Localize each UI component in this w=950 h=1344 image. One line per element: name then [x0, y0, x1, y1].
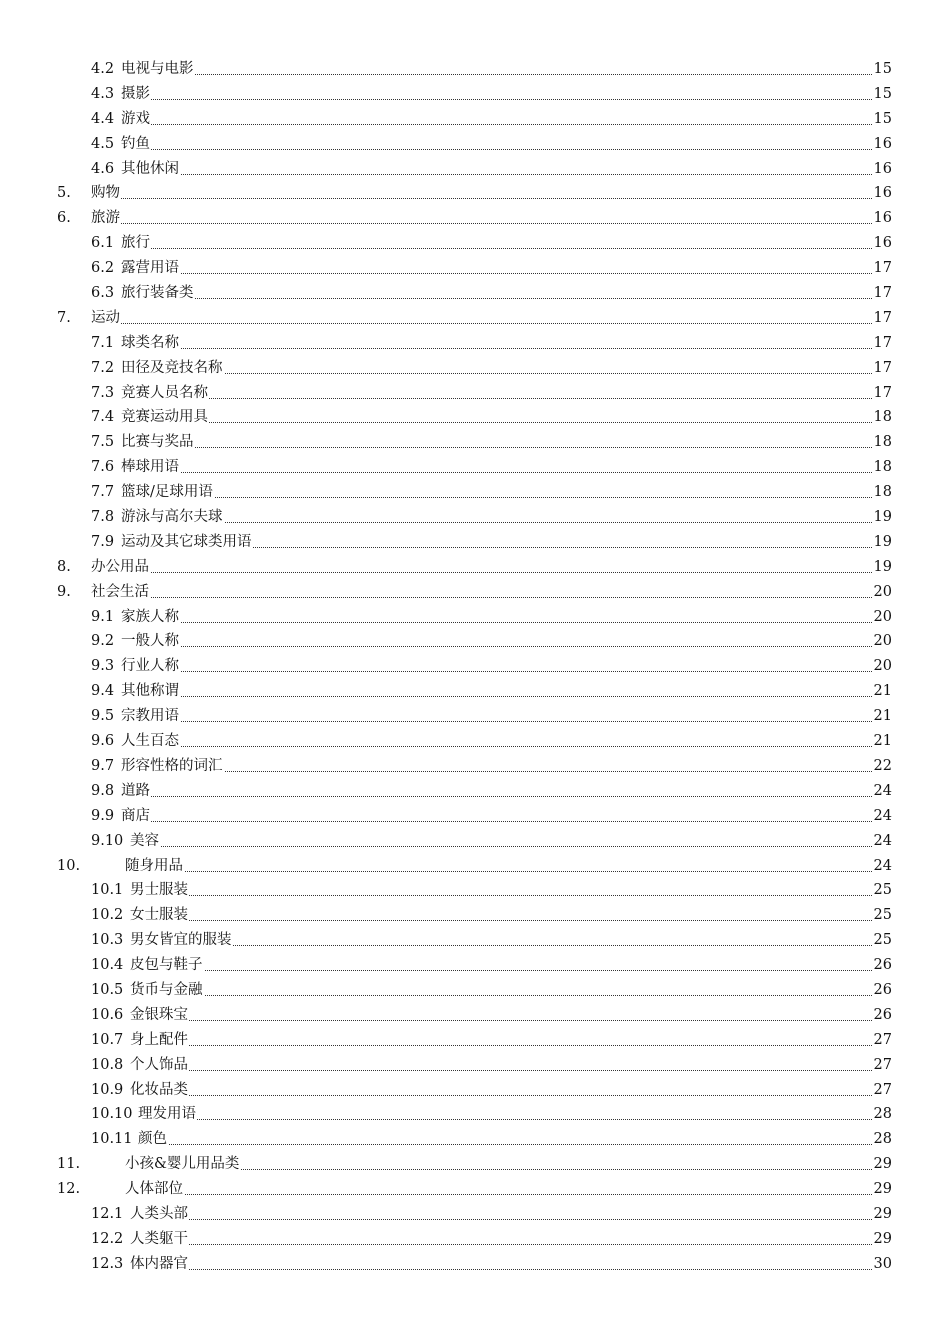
toc-entry-number: 7.1 [91, 334, 115, 351]
toc-entry-number: 7.6 [91, 459, 115, 476]
toc-entry-title: 颜色 [138, 1127, 168, 1152]
toc-entry-number: 4.4 [91, 110, 115, 127]
toc-entry-page: 16 [872, 157, 892, 182]
toc-dot-leader [131, 1070, 872, 1071]
toc-entry[interactable] [0, 356, 950, 381]
toc-entry-page: 21 [872, 704, 892, 729]
toc-entry-title: 竞赛人员名称 [121, 381, 209, 406]
toc-entry[interactable] [0, 605, 950, 630]
toc-entry-title: 球类名称 [121, 331, 180, 356]
toc-entry-page: 18 [872, 430, 892, 455]
toc-entry-page: 15 [872, 107, 892, 132]
toc-entry-title: 摄影 [121, 82, 151, 107]
toc-entry-title: 体内器官 [130, 1252, 189, 1277]
toc-dot-leader [122, 124, 872, 125]
toc-dot-leader [92, 323, 872, 324]
toc-dot-leader [122, 398, 872, 399]
toc-entry[interactable] [0, 306, 950, 331]
toc-entry-number: 10.7 [91, 1031, 124, 1048]
toc-entry-number: 9.3 [91, 658, 115, 675]
toc-entry[interactable] [0, 206, 950, 231]
toc-entry[interactable] [0, 1227, 950, 1252]
toc-dot-leader [131, 895, 872, 896]
toc-entry-page: 19 [872, 505, 892, 530]
toc-entry-page: 18 [872, 480, 892, 505]
toc-entry-page: 17 [872, 306, 892, 331]
toc-entry[interactable] [0, 1102, 950, 1127]
toc-entry[interactable] [0, 405, 950, 430]
toc-entry-page: 20 [872, 580, 892, 605]
toc-entry-number: 10.9 [91, 1081, 124, 1098]
toc-dot-leader [122, 472, 872, 473]
toc-entry-number: 9. [57, 583, 71, 600]
toc-entry[interactable] [0, 1003, 950, 1028]
toc-entry-number: 4.2 [91, 61, 115, 77]
toc-entry-page: 26 [872, 1003, 892, 1028]
toc-entry[interactable] [0, 455, 950, 480]
toc-entry-title: 货币与金融 [130, 978, 204, 1003]
toc-entry-number: 4.6 [91, 160, 115, 177]
toc-entry[interactable] [0, 1152, 950, 1177]
toc-dot-leader [122, 273, 872, 274]
toc-entry-title: 旅行装备类 [121, 281, 195, 306]
toc-entry-title: 随身用品 [125, 854, 184, 879]
toc-entry[interactable] [0, 878, 950, 903]
toc-entry-page: 16 [872, 132, 892, 157]
toc-entry[interactable] [0, 1252, 950, 1277]
toc-entry[interactable] [0, 953, 950, 978]
toc-entry-title: 竞赛运动用具 [121, 405, 209, 430]
toc-entry[interactable] [0, 181, 950, 206]
toc-entry-title: 棒球用语 [121, 455, 180, 480]
toc-entry[interactable] [0, 1177, 950, 1202]
toc-dot-leader [122, 671, 872, 672]
toc-entry-title: 人体部位 [125, 1177, 184, 1202]
toc-entry[interactable] [0, 679, 950, 704]
toc-entry-page: 27 [872, 1053, 892, 1078]
toc-dot-leader [126, 871, 872, 872]
toc-dot-leader [122, 74, 872, 75]
toc-entry-title: 田径及竞技名称 [121, 356, 224, 381]
toc-entry-page: 28 [872, 1102, 892, 1127]
toc-entry-page: 17 [872, 381, 892, 406]
toc-entry-title: 运动 [91, 306, 121, 331]
toc-entry-title: 金银珠宝 [130, 1003, 189, 1028]
toc-dot-leader [131, 995, 872, 996]
toc-entry[interactable] [0, 829, 950, 854]
toc-entry-number: 10. [57, 857, 81, 874]
toc-entry-title: 道路 [121, 779, 151, 804]
toc-entry-number: 4.3 [91, 85, 115, 102]
toc-dot-leader [122, 447, 872, 448]
toc-entry-number: 9.7 [91, 757, 115, 774]
toc-entry-number: 5. [57, 185, 71, 202]
toc-entry[interactable] [0, 381, 950, 406]
toc-dot-leader [122, 622, 872, 623]
toc-entry-title: 小孩&婴儿用品类 [125, 1152, 240, 1177]
toc-entry-title: 篮球/足球用语 [121, 480, 214, 505]
toc-entry-number: 6. [57, 210, 71, 227]
toc-entry-title: 形容性格的词汇 [121, 754, 224, 779]
toc-entry-number: 10.10 [91, 1106, 133, 1123]
toc-dot-leader [122, 373, 872, 374]
toc-dot-leader [131, 1244, 872, 1245]
toc-entry-page: 29 [872, 1202, 892, 1227]
toc-entry-number: 7.9 [91, 533, 115, 550]
toc-entry[interactable] [0, 256, 950, 281]
toc-dot-leader [122, 796, 872, 797]
toc-entry-title: 钓鱼 [121, 132, 151, 157]
toc-entry-number: 6.2 [91, 260, 115, 277]
toc-entry[interactable] [0, 281, 950, 306]
toc-entry[interactable] [0, 132, 950, 157]
toc-entry-page: 16 [872, 206, 892, 231]
toc-entry[interactable] [0, 331, 950, 356]
toc-entry[interactable] [0, 754, 950, 779]
toc-dot-leader [122, 149, 872, 150]
toc-dot-leader [122, 771, 872, 772]
toc-entry-page: 25 [872, 903, 892, 928]
toc-entry-title: 个人饰品 [130, 1053, 189, 1078]
toc-entry[interactable] [0, 1053, 950, 1078]
toc-entry-page: 19 [872, 530, 892, 555]
toc-entry-title: 比赛与奖品 [121, 430, 195, 455]
toc-dot-leader [122, 646, 872, 647]
toc-entry[interactable] [0, 480, 950, 505]
toc-entry-title: 购物 [91, 181, 121, 206]
toc-entry-page: 24 [872, 854, 892, 879]
toc-entry-page: 20 [872, 629, 892, 654]
toc-entry[interactable] [0, 1028, 950, 1053]
toc-entry[interactable] [0, 157, 950, 182]
toc-dot-leader [122, 99, 872, 100]
toc-entry-title: 商店 [121, 804, 151, 829]
toc-entry-page: 30 [872, 1252, 892, 1277]
toc-dot-leader [122, 497, 872, 498]
toc-dot-leader [122, 821, 872, 822]
toc-entry-number: 10.1 [91, 882, 124, 899]
toc-entry-page: 29 [872, 1152, 892, 1177]
toc-dot-leader [92, 223, 872, 224]
toc-entry-page: 20 [872, 605, 892, 630]
toc-entry[interactable] [0, 804, 950, 829]
toc-entry-number: 9.8 [91, 782, 115, 799]
toc-dot-leader [139, 1119, 872, 1120]
toc-entry-title: 家族人称 [121, 605, 180, 630]
toc-entry-page: 16 [872, 181, 892, 206]
toc-entry-page: 15 [872, 57, 892, 82]
toc-entry-number: 10.8 [91, 1056, 124, 1073]
toc-entry-page: 24 [872, 804, 892, 829]
toc-entry[interactable] [0, 530, 950, 555]
toc-entry-page: 25 [872, 878, 892, 903]
toc-dot-leader [139, 1144, 872, 1145]
toc-dot-leader [131, 920, 872, 921]
toc-dot-leader [126, 1194, 872, 1195]
toc-entry-page: 29 [872, 1177, 892, 1202]
toc-entry-title: 理发用语 [138, 1102, 197, 1127]
toc-entry[interactable] [0, 1202, 950, 1227]
toc-entry-title: 其他称谓 [121, 679, 180, 704]
toc-entry[interactable] [0, 1127, 950, 1152]
toc-entry[interactable] [0, 107, 950, 132]
toc-dot-leader [122, 174, 872, 175]
toc-entry-number: 7.7 [91, 484, 115, 501]
toc-entry-number: 7. [57, 309, 71, 326]
toc-dot-leader [131, 1095, 872, 1096]
toc-entry-page: 18 [872, 455, 892, 480]
toc-entry-page: 21 [872, 679, 892, 704]
toc-entry-title: 男士服装 [130, 878, 189, 903]
toc-entry-title: 人类头部 [130, 1202, 189, 1227]
table-of-contents [0, 57, 950, 1277]
toc-entry-title: 皮包与鞋子 [130, 953, 204, 978]
toc-dot-leader [92, 572, 872, 573]
toc-entry-number: 9.4 [91, 683, 115, 700]
toc-entry[interactable] [0, 704, 950, 729]
toc-entry-title: 旅游 [91, 206, 121, 231]
toc-entry-page: 19 [872, 555, 892, 580]
toc-entry-title: 游泳与高尔夫球 [121, 505, 224, 530]
toc-entry-number: 12.3 [91, 1255, 124, 1272]
toc-entry[interactable] [0, 1078, 950, 1103]
toc-dot-leader [122, 746, 872, 747]
toc-entry[interactable] [0, 430, 950, 455]
toc-entry-number: 9.6 [91, 733, 115, 750]
toc-entry-title: 运动及其它球类用语 [121, 530, 253, 555]
toc-entry-number: 9.10 [91, 832, 124, 849]
toc-entry-number: 10.5 [91, 981, 124, 998]
toc-entry-page: 27 [872, 1078, 892, 1103]
toc-entry-title: 人类躯干 [130, 1227, 189, 1252]
toc-entry-title: 化妆品类 [130, 1078, 189, 1103]
toc-dot-leader [131, 1045, 872, 1046]
toc-entry[interactable] [0, 57, 950, 82]
toc-dot-leader [131, 1219, 872, 1220]
toc-entry-page: 25 [872, 928, 892, 953]
toc-entry-number: 10.4 [91, 957, 124, 974]
toc-entry-number: 12.2 [91, 1230, 124, 1247]
toc-entry-number: 9.2 [91, 633, 115, 650]
toc-entry-number: 10.2 [91, 907, 124, 924]
toc-dot-leader [122, 696, 872, 697]
toc-entry-number: 7.5 [91, 434, 115, 451]
toc-entry-page: 17 [872, 281, 892, 306]
toc-entry-number: 9.5 [91, 708, 115, 725]
toc-dot-leader [92, 597, 872, 598]
toc-entry-title: 女士服装 [130, 903, 189, 928]
toc-entry-page: 17 [872, 256, 892, 281]
toc-entry-title: 办公用品 [91, 555, 150, 580]
toc-dot-leader [122, 522, 872, 523]
toc-entry-number: 12. [57, 1181, 81, 1198]
toc-entry[interactable] [0, 82, 950, 107]
toc-entry[interactable] [0, 629, 950, 654]
toc-dot-leader [122, 298, 872, 299]
toc-entry-page: 22 [872, 754, 892, 779]
toc-entry-title: 人生百态 [121, 729, 180, 754]
toc-entry-title: 身上配件 [130, 1028, 189, 1053]
toc-entry-title: 其他休闲 [121, 157, 180, 182]
toc-entry-number: 12.1 [91, 1205, 124, 1222]
toc-entry-number: 6.1 [91, 235, 115, 252]
toc-entry-number: 9.1 [91, 608, 115, 625]
toc-entry-number: 8. [57, 558, 71, 575]
toc-entry[interactable] [0, 779, 950, 804]
toc-entry-number: 4.5 [91, 135, 115, 152]
toc-entry-title: 宗教用语 [121, 704, 180, 729]
toc-entry-page: 29 [872, 1227, 892, 1252]
toc-entry-title: 露营用语 [121, 256, 180, 281]
toc-entry[interactable] [0, 903, 950, 928]
toc-dot-leader [122, 348, 872, 349]
toc-entry-number: 7.8 [91, 509, 115, 526]
toc-entry-number: 6.3 [91, 285, 115, 302]
toc-dot-leader [92, 198, 872, 199]
toc-entry-page: 24 [872, 779, 892, 804]
toc-entry-title: 游戏 [121, 107, 151, 132]
toc-entry-page: 26 [872, 953, 892, 978]
toc-dot-leader [131, 1020, 872, 1021]
toc-entry-page: 24 [872, 829, 892, 854]
toc-entry[interactable] [0, 978, 950, 1003]
toc-entry-number: 7.2 [91, 359, 115, 376]
toc-entry-page: 21 [872, 729, 892, 754]
toc-entry[interactable] [0, 555, 950, 580]
toc-entry-title: 男女皆宜的服装 [130, 928, 233, 953]
toc-dot-leader [122, 422, 872, 423]
toc-entry-number: 7.4 [91, 409, 115, 426]
toc-entry-page: 17 [872, 331, 892, 356]
toc-entry-title: 行业人称 [121, 654, 180, 679]
toc-entry-number: 10.6 [91, 1006, 124, 1023]
toc-entry-number: 10.3 [91, 932, 124, 949]
toc-dot-leader [122, 721, 872, 722]
toc-entry[interactable] [0, 854, 950, 879]
toc-entry-title: 社会生活 [91, 580, 150, 605]
toc-entry[interactable] [0, 729, 950, 754]
toc-entry-number: 9.9 [91, 807, 115, 824]
toc-entry-title: 美容 [130, 829, 160, 854]
toc-entry-title: 电视与电影 [121, 57, 195, 82]
toc-entry-number: 10.11 [91, 1131, 133, 1148]
toc-dot-leader [131, 846, 872, 847]
toc-entry-number: 7.3 [91, 384, 115, 401]
toc-entry-page: 28 [872, 1127, 892, 1152]
toc-entry-page: 17 [872, 356, 892, 381]
toc-dot-leader [131, 945, 872, 946]
toc-entry[interactable] [0, 928, 950, 953]
toc-entry[interactable] [0, 505, 950, 530]
toc-entry-page: 26 [872, 978, 892, 1003]
toc-entry[interactable] [0, 654, 950, 679]
toc-entry-number: 11. [57, 1156, 81, 1173]
toc-entry-title: 一般人称 [121, 629, 180, 654]
toc-entry-page: 15 [872, 82, 892, 107]
toc-entry[interactable] [0, 231, 950, 256]
toc-dot-leader [131, 970, 872, 971]
toc-entry-title: 旅行 [121, 231, 151, 256]
toc-entry-page: 20 [872, 654, 892, 679]
toc-entry-page: 27 [872, 1028, 892, 1053]
toc-dot-leader [122, 248, 872, 249]
toc-entry-page: 18 [872, 405, 892, 430]
toc-entry-page: 16 [872, 231, 892, 256]
toc-entry[interactable] [0, 580, 950, 605]
toc-dot-leader [131, 1269, 872, 1270]
